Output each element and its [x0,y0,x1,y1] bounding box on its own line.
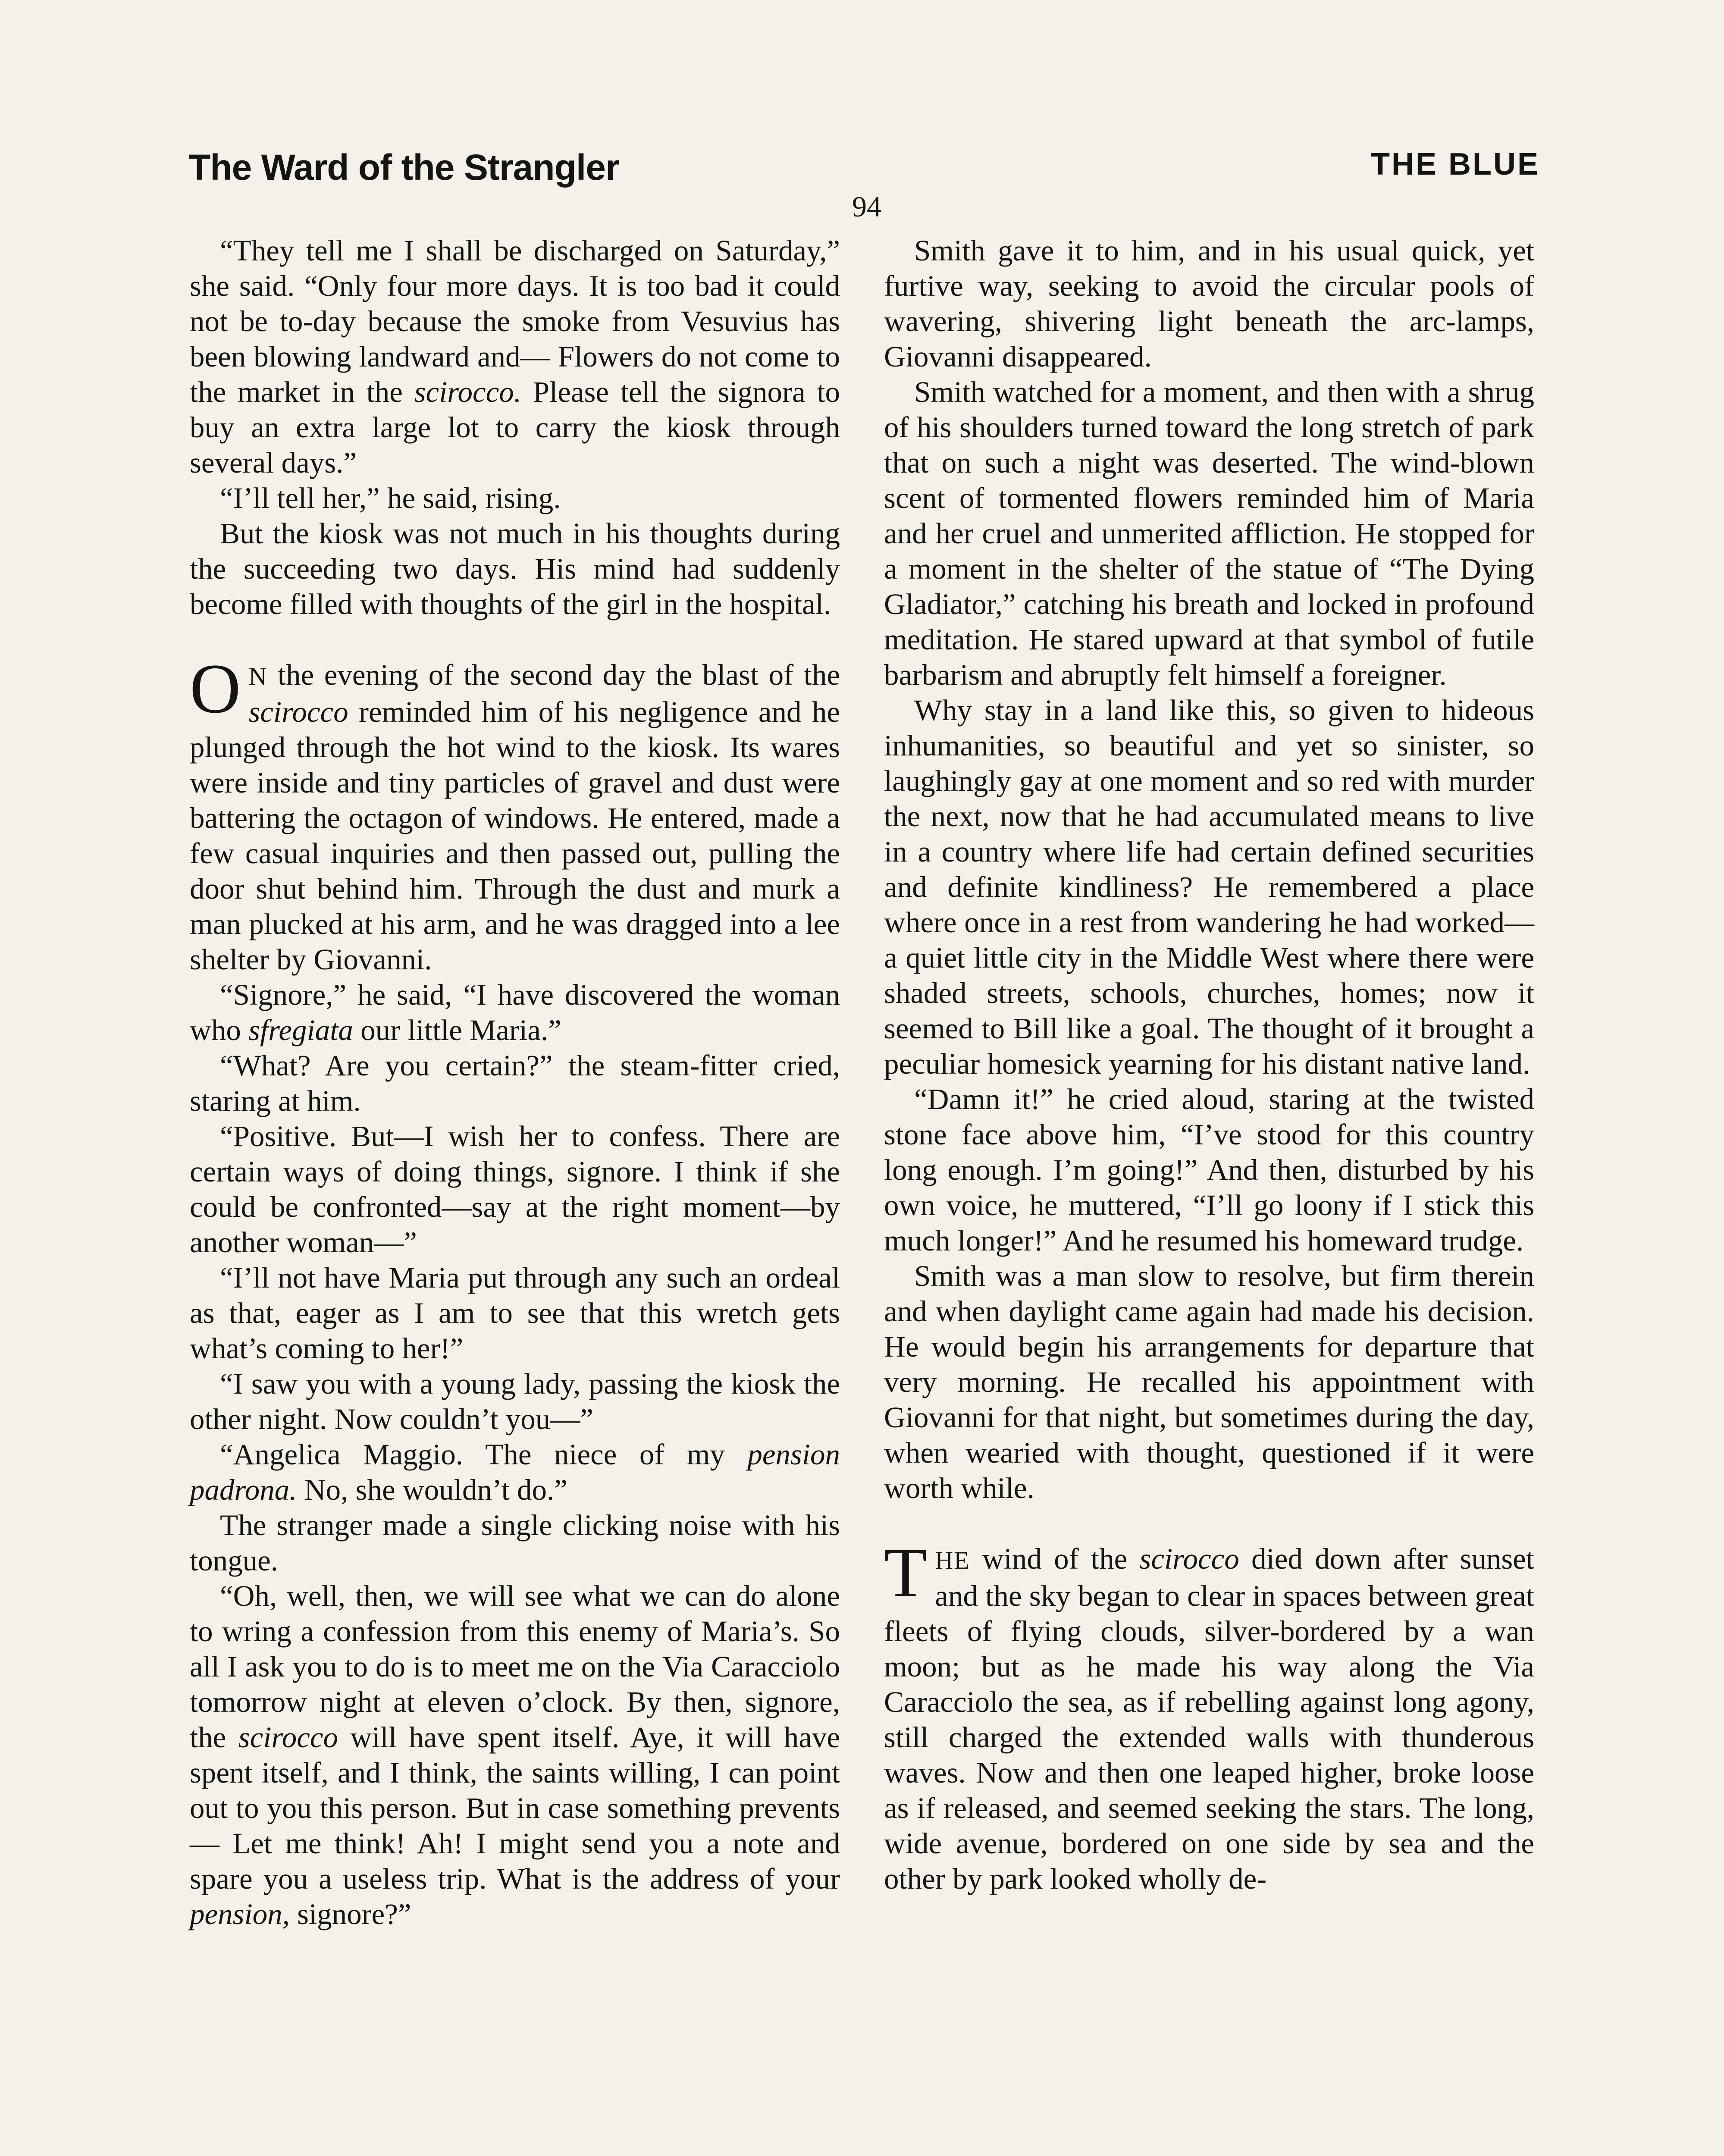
section-opening-paragraph: THE wind of the scirocco died down after sunset and the sky began to clear in spaces between great fleets of flying clouds, silver-bordered by a wan moon; but as he made his way along the Via Caracciolo the sea, as if rebelling against long agony, still charged the extended walls with thunderous waves. Now and then one leaped higher, broke loose as if released, and seemed seeking the stars. The long, wide avenue, bordered on one side by sea and the other by park looked wholly de- [884,1534,1534,1895]
section-opening-paragraph: O N the evening of the second day the blast of the scirocco reminded him of his negligence and he plunged through the hot wind to the kiosk. Its wares were inside and tiny particles of gravel and dust were battering the octagon of windows. He entered, made a few casual inquiries and then passed out, pulling the door shut behind him. Through the dust and murk a man plucked at his arm, and he was dragged into a lee shelter by Giovanni. [190,650,840,976]
paragraph: “I saw you with a young lady, passing the kiosk the other night. Now couldn’t you—” [190,1367,840,1435]
drop-cap: T [884,1534,928,1612]
paragraph: “Positive. But—I wish her to confess. There are certain ways of doing things, signore. I think if she could be confronted—say at the right moment—by another woman—” [190,1120,840,1259]
paragraph: “Angelica Maggio. The niece of my pension padrona. No, she wouldn’t do.” [190,1438,840,1506]
paragraph: “What? Are you certain?” the steam-fitter cried, staring at him. [190,1049,840,1117]
left-column [190,233,840,1932]
right-column [884,233,1534,1896]
paragraph: Smith gave it to him, and in his usual quick, yet furtive way, seeking to avoid the circular pools of wavering, shivering light beneath the arc-lamps, Giovanni disappeared. [884,234,1534,373]
paragraph: “I’ll tell her,” he said, rising. [220,482,561,514]
paragraph: Why stay in a land like this, so given to hideous inhumanities, so beautiful and yet so sinister, so laughingly gay at one moment and so red with murder the next, now that he had accumulated means to live in a country where life had certain defined securities and definite kindliness? He remembered a place where once in a rest from wandering he had worked—a quiet little city in the Middle West where there were shaded streets, schools, churches, homes; now it seemed to Bill like a goal. The thought of it brought a peculiar homesick yearning for his distant native land. [884,694,1534,1080]
paragraph: But the kiosk was not much in his thoughts during the succeeding two days. His mind had suddenly become filled with thoughts of the girl in the hospital. [190,517,840,620]
running-title: The Ward of the Strangler [188,147,619,188]
paragraph: “Signore,” he said, “I have discovered the woman who sfregiata our little Maria.” [190,978,840,1047]
paragraph: “They tell me I shall be discharged on Saturday,” she said. “Only four more days. It is too bad it could not be to-day because the smoke from Vesuvius has been blowing landward and— Flowers do not come to the market in the scirocco. Please tell the signora to buy an extra large lot to carry the kiosk through several days.” [190,234,840,479]
magazine-title: THE BLUE [1371,147,1540,182]
paragraph: “Damn it!” he cried aloud, staring at the twisted stone face above him, “I’ve stood for this country long enough. I’m going!” And then, disturbed by his own voice, he muttered, “I’ll go loony if I stick this much longer!” And he resumed his homeward trudge. [884,1083,1534,1257]
paragraph: Smith was a man slow to resolve, but firm therein and when daylight came again had made his decision. He would begin his arrangements for departure that very morning. He recalled his appointment with Giovanni for that night, but sometimes during the day, when wearied with thought, questioned if it were worth while. [884,1260,1534,1504]
paragraph: “Oh, well, then, we will see what we can do alone to wring a confession from this enemy of Maria’s. So all I ask you to do is to meet me on the Via Caracciolo tomorrow night at eleven o’clock. By then, signore, the scirocco will have spent itself. Aye, it will have spent itself, and I think, the saints willing, I can point out to you this person. But in case something prevents— Let me think! Ah! I might send you a note and spare you a useless trip. What is the address of your pension, signore?” [190,1579,840,1930]
drop-cap: O [190,650,241,728]
paragraph: Smith watched for a moment, and then with a shrug of his shoulders turned toward the long stretch of park that on such a night was deserted. The wind-blown scent of tormented flowers reminded him of Maria and her cruel and unmerited affliction. He stopped for a moment in the shelter of the statue of “The Dying Gladiator,” catching his breath and locked in profound meditation. He stared upward at that symbol of futile barbarism and abruptly felt himself a foreigner. [884,376,1534,691]
paragraph: “I’ll not have Maria put through any such an ordeal as that, eager as I am to see that this wretch gets what’s coming to her!” [190,1261,840,1365]
page-number: 94 [852,190,881,223]
paragraph: The stranger made a single clicking noise with his tongue. [190,1509,840,1577]
